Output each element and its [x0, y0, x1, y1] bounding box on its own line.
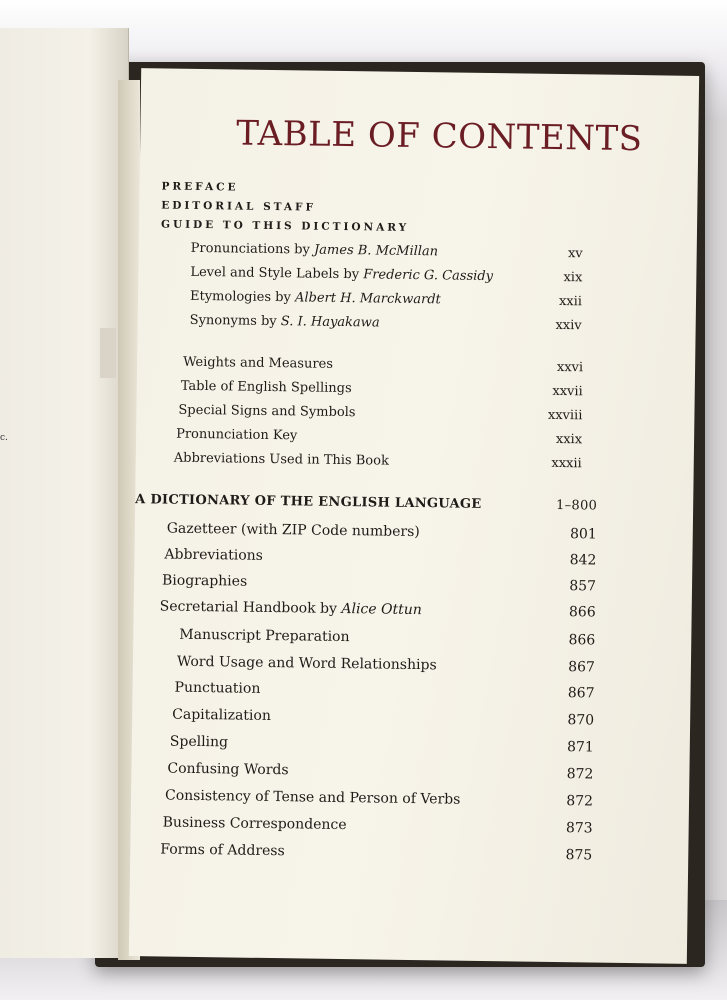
toc-entry: Forms of Address 875 [160, 841, 593, 864]
page-number: xxix [555, 431, 583, 448]
page-number: xxiv [555, 317, 582, 334]
left-page-edge-text: c. [0, 433, 8, 443]
toc-entry: Biographies 857 [161, 572, 597, 595]
toc-entry-guide: GUIDE TO THIS DICTIONARY [160, 218, 410, 234]
page-number: xxxii [551, 455, 582, 472]
right-page [129, 68, 699, 964]
toc-entry-dictionary: A DICTIONARY OF THE ENGLISH LANGUAGE 1–800 [135, 492, 598, 514]
toc-entry: Confusing Words 872 [167, 760, 594, 783]
toc-entry: Etymologies by Albert H. Marckwardt xxii [189, 288, 583, 310]
toc-entry: Consistency of Tense and Person of Verbs 872 [164, 787, 594, 810]
page-number: xxviii [547, 407, 583, 424]
page-number: 1–800 [555, 497, 598, 514]
left-page [0, 28, 129, 958]
toc-entry: Punctuation 867 [174, 679, 595, 702]
toc-entry: Capitalization 870 [172, 706, 595, 729]
toc-entry: Special Signs and Symbols xxviii [178, 402, 583, 424]
page-number: 866 [568, 632, 596, 649]
page-number: 872 [566, 766, 594, 783]
page-number: 870 [567, 712, 595, 729]
toc-entry: Abbreviations Used in This Book xxxii [173, 450, 582, 472]
toc-entry: Gazetteer (with ZIP Code numbers) 801 [166, 520, 597, 543]
page-number: 871 [566, 739, 594, 756]
page-number: xix [563, 270, 583, 286]
toc-entry-preface: PREFACE [161, 180, 239, 194]
toc-entry: Pronunciation Key xxix [176, 426, 583, 448]
page-number: 866 [568, 604, 596, 621]
toc-entry: Weights and Measures xxvi [183, 354, 584, 376]
page-number: xxvii [552, 383, 583, 400]
page-number: 857 [569, 578, 597, 595]
page-number: 867 [567, 685, 595, 702]
page-number: 872 [566, 793, 594, 810]
toc-entry: Manuscript Preparation 866 [179, 626, 596, 649]
toc-entry: Word Usage and Word Relationships 867 [176, 653, 596, 676]
page-number: 867 [568, 659, 596, 676]
left-page-bleed-mark [100, 328, 116, 378]
toc-entry-editorial-staff: EDITORIAL STAFF [161, 199, 317, 214]
page-number: xxii [558, 294, 583, 310]
page-number: 873 [565, 820, 593, 837]
page-number: xv [567, 246, 583, 262]
toc-entry: Table of English Spellings xxvii [180, 378, 583, 400]
toc-entry: Business Correspondence 873 [162, 814, 593, 837]
page-number: 875 [565, 847, 593, 864]
toc-entry: Synonyms by S. I. Hayakawa xxiv [189, 312, 582, 334]
toc-entry: Secretarial Handbook by Alice Ottun 866 [159, 598, 596, 621]
page-title: TABLE OF CONTENTS [236, 113, 643, 160]
toc-entry: Spelling 871 [169, 733, 594, 756]
page-number: 842 [569, 552, 597, 569]
page-number: xxvi [556, 359, 584, 376]
page-number: 801 [569, 526, 597, 543]
toc-entry: Pronunciations by James B. McMillan xv [190, 240, 583, 262]
toc-entry: Level and Style Labels by Frederic G. Cassidy xix [190, 264, 583, 286]
toc-entry: Abbreviations 842 [164, 546, 597, 569]
